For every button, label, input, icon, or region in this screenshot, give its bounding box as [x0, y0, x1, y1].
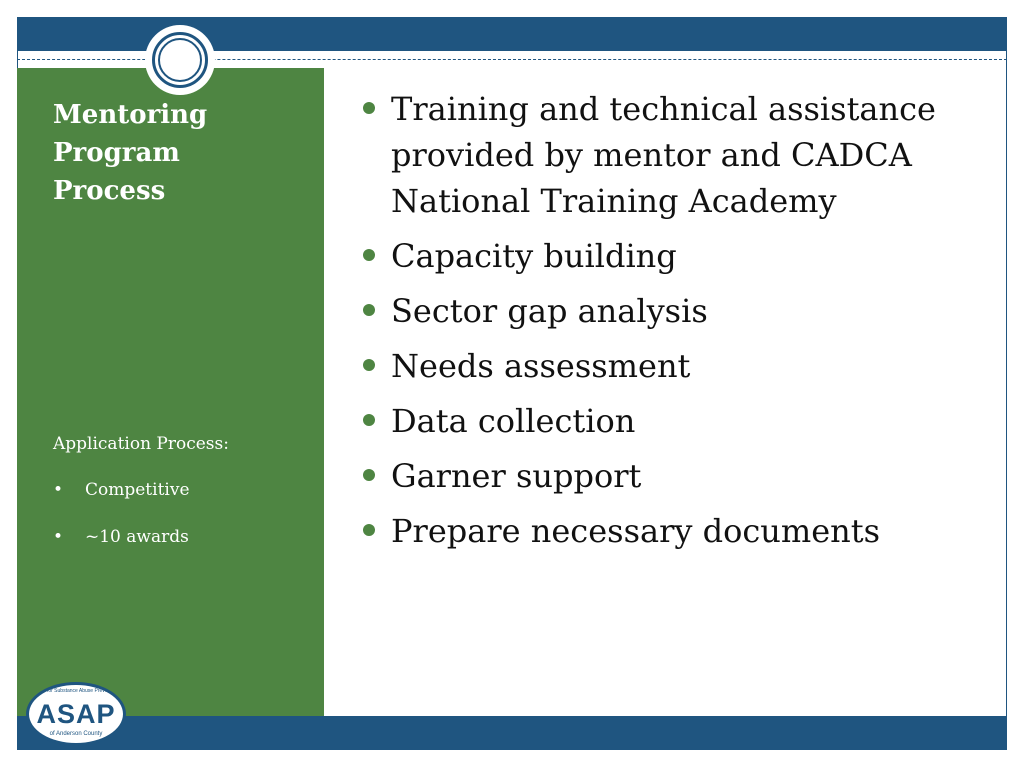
bullet-item: [360, 343, 990, 389]
bullet-item: [360, 86, 990, 224]
bullet-dot-icon: [363, 359, 375, 371]
bullet-dot-icon: [363, 102, 375, 114]
bullet-text: Data collection: [391, 402, 636, 440]
bullet-list: [360, 86, 990, 554]
application-item: [53, 480, 190, 527]
logo-subtitle: of Anderson County: [49, 731, 103, 737]
bullet-dot-icon: [363, 469, 375, 481]
badge-ring: [152, 32, 208, 88]
asap-logo: [26, 682, 126, 746]
bullet-icon: •: [53, 527, 64, 547]
application-heading: Application Process:: [53, 434, 229, 454]
bullet-text: Capacity building: [391, 237, 677, 275]
logo-tagline: Allies for Substance Abuse Prevention: [33, 688, 119, 694]
circle-badge-icon: [145, 25, 215, 95]
application-list: [53, 480, 190, 574]
bullet-text: Needs assessment: [391, 347, 691, 385]
bullet-item: [360, 233, 990, 279]
bullet-icon: •: [53, 480, 64, 500]
application-item-label: ~10 awards: [85, 527, 189, 547]
bullet-dot-icon: [363, 414, 375, 426]
slide-title: Mentoring Program Process: [53, 100, 208, 206]
bullet-item: [360, 453, 990, 499]
bullet-dot-icon: [363, 524, 375, 536]
bottom-footer-bar: [17, 716, 1007, 750]
bullet-text: Sector gap analysis: [391, 292, 708, 330]
application-item-label: Competitive: [85, 480, 190, 500]
logo-wordmark: ASAP: [36, 699, 116, 729]
bullet-item: [360, 508, 990, 554]
bullet-item: [360, 288, 990, 334]
content-area: [360, 86, 990, 563]
bullet-item: [360, 398, 990, 444]
application-item: [53, 527, 190, 574]
bullet-text: Training and technical assistance provided by mentor and CADCA National Training Academy: [391, 90, 936, 220]
bullet-dot-icon: [363, 249, 375, 261]
bullet-text: Prepare necessary documents: [391, 512, 881, 550]
badge-inner-ring: [158, 38, 202, 82]
bullet-text: Garner support: [391, 457, 642, 495]
bullet-dot-icon: [363, 304, 375, 316]
